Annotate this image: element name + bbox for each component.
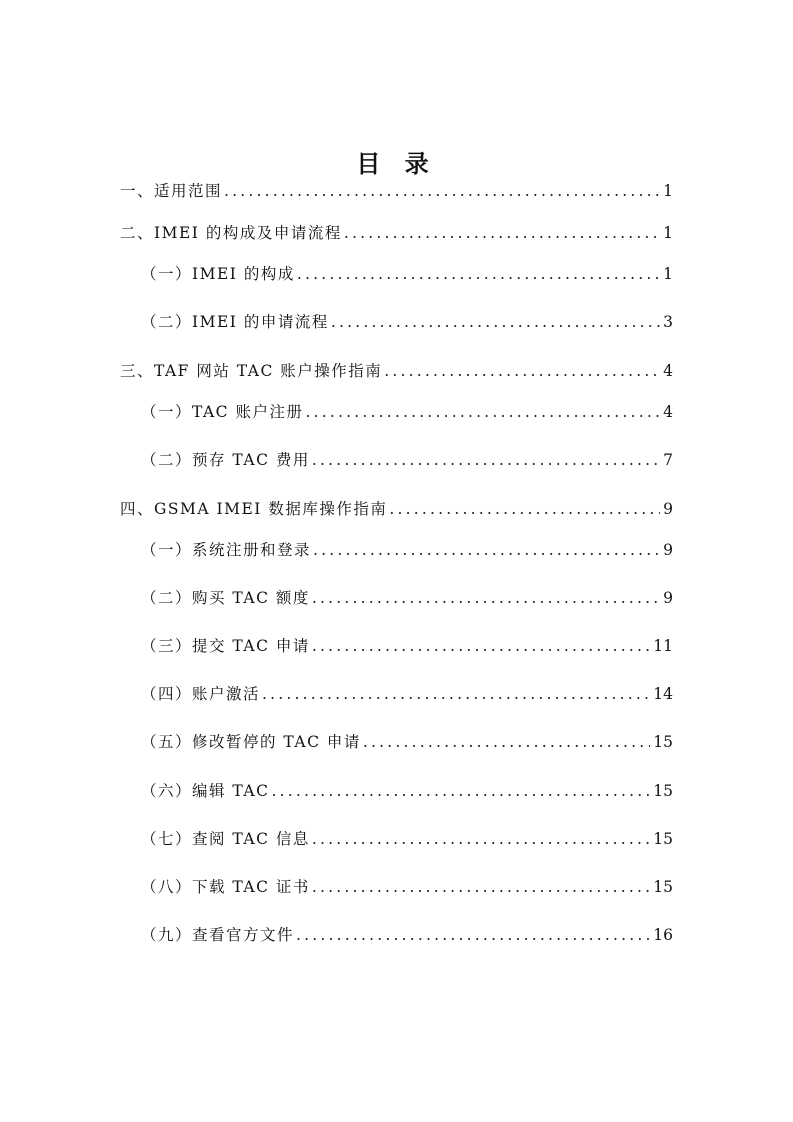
toc-entry-label: （七）查阅 TAC 信息: [141, 830, 310, 848]
toc-page-number: 4: [663, 403, 673, 421]
toc-page-number: 15: [653, 782, 673, 800]
toc-dot-leader: [262, 681, 650, 707]
toc-dot-leader: [331, 309, 660, 335]
toc-entry-label: （二）IMEI 的申请流程: [141, 313, 329, 331]
toc-entry-taf-tac-guide[interactable]: [120, 358, 673, 384]
toc-entry-view-tac-info[interactable]: [141, 826, 673, 852]
toc-page-number: 9: [663, 500, 673, 518]
toc-entry-label: （三）提交 TAC 申请: [141, 637, 310, 655]
toc-page-number: 9: [663, 589, 673, 607]
toc-entry-label: 四、GSMA IMEI 数据库操作指南: [120, 500, 388, 518]
toc-entry-label: （一）TAC 账户注册: [141, 403, 304, 421]
toc-entry-label: （六）编辑 TAC: [141, 782, 270, 800]
toc-entry-label: （二）预存 TAC 费用: [141, 451, 310, 469]
toc-entry-download-tac-certificate[interactable]: [141, 874, 673, 900]
toc-dot-leader: [297, 261, 660, 287]
toc-dot-leader: [389, 496, 660, 522]
toc-entry-view-official-documents[interactable]: [141, 922, 673, 948]
toc-dot-leader: [312, 874, 650, 900]
toc-page-number: 14: [653, 685, 673, 703]
toc-page-number: 1: [663, 265, 673, 283]
toc-dot-leader: [305, 399, 660, 425]
toc-entry-modify-paused-tac[interactable]: [141, 729, 673, 755]
toc-entry-tac-account-registration[interactable]: [141, 399, 673, 425]
toc-entry-edit-tac[interactable]: [141, 778, 673, 804]
toc-page-number: 15: [653, 830, 673, 848]
toc-entry-label: 三、TAF 网站 TAC 账户操作指南: [120, 362, 383, 380]
toc-dot-leader: [384, 358, 660, 384]
toc-page-number: 15: [653, 878, 673, 896]
toc-entry-buy-tac-quota[interactable]: [141, 585, 673, 611]
toc-page-number: 9: [663, 541, 673, 559]
toc-entry-imei-structure-and-process[interactable]: [120, 220, 673, 246]
toc-entry-label: 一、适用范围: [120, 182, 223, 200]
toc-page-number: 1: [663, 182, 673, 200]
toc-dot-leader: [363, 729, 650, 755]
toc-entry-system-registration-login[interactable]: [141, 537, 673, 563]
toc-entry-label: （九）查看官方文件: [141, 926, 295, 944]
toc-dot-leader: [312, 585, 660, 611]
toc-entry-scope[interactable]: [120, 178, 673, 204]
toc-page-number: 7: [663, 451, 673, 469]
toc-entry-label: （五）修改暂停的 TAC 申请: [141, 733, 361, 751]
toc-page-number: 16: [653, 926, 673, 944]
toc-entry-submit-tac-application[interactable]: [141, 633, 673, 659]
toc-entry-label: （一）系统注册和登录: [141, 541, 312, 559]
toc-entry-prepay-tac-fee[interactable]: [141, 447, 673, 473]
toc-page-number: 4: [663, 362, 673, 380]
toc-entry-gsma-imei-db-guide[interactable]: [120, 496, 673, 522]
toc-dot-leader: [224, 178, 660, 204]
toc-entry-label: （二）购买 TAC 额度: [141, 589, 310, 607]
toc-title: 目 录: [356, 150, 437, 179]
toc-entry-label: 二、IMEI 的构成及申请流程: [120, 224, 342, 242]
toc-entry-imei-application-process[interactable]: [141, 309, 673, 335]
toc-dot-leader: [296, 922, 650, 948]
toc-entry-label: （一）IMEI 的构成: [141, 265, 295, 283]
toc-page-number: 11: [653, 637, 673, 655]
toc-entry-imei-structure[interactable]: [141, 261, 673, 287]
toc-page-number: 3: [663, 313, 673, 331]
toc-dot-leader: [312, 826, 650, 852]
toc-dot-leader: [344, 220, 660, 246]
toc-entry-account-activation[interactable]: [141, 681, 673, 707]
toc-page-number: 1: [663, 224, 673, 242]
toc-page-number: 15: [653, 733, 673, 751]
toc-dot-leader: [313, 537, 660, 563]
toc-dot-leader: [312, 633, 650, 659]
toc-dot-leader: [312, 447, 660, 473]
toc-entry-label: （八）下载 TAC 证书: [141, 878, 310, 896]
toc-dot-leader: [271, 778, 650, 804]
toc-entry-label: （四）账户激活: [141, 685, 261, 703]
